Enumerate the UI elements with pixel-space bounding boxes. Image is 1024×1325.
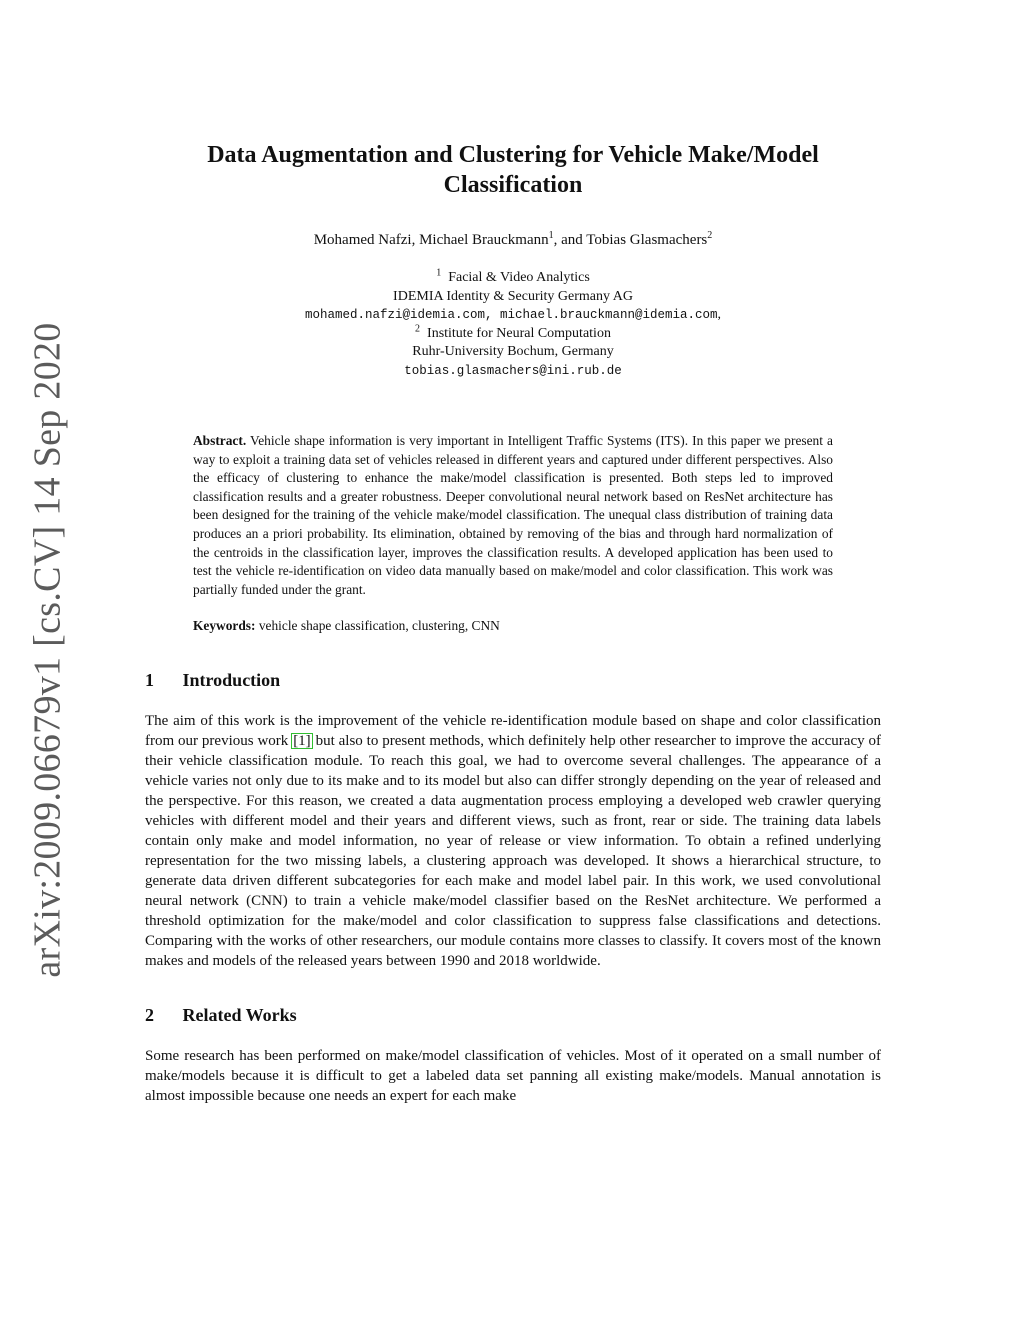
affiliation-1-line-1 — [145, 269, 881, 288]
arxiv-stamp-text: arXiv:2009.06679v1 [cs.CV] 14 Sep 2020 — [27, 322, 70, 978]
arxiv-stamp — [18, 322, 78, 978]
section-heading-introduction — [145, 670, 881, 691]
abstract-text: Vehicle shape information is very important in Intelligent Traffic Systems (ITS). In this paper we present a way to exploit a training data set of vehicles released in different years and captured under different perspectives. Also the efficacy of clustering to enhance the make/model classification is presented. Both steps led to improved classification results and a greater robustness. Deeper convolutional neural network based on ResNet architecture has been designed for the training of the vehicle make/model classification. The unequal class distribution of training data produces an a priori probability. Its elimination, obtained by removing of the bias and through hard normalization of the centroids in the classification layer, improves the classification results. A developed application has been used to test the vehicle re-identification on video data manually based on make/model and color classification. This work was partially funded under the grant. — [193, 433, 833, 597]
introduction-text-after-citation: but also to present methods, which definitely help other researcher to improve the accuracy of their vehicle classification module. To reach this goal, we had to overcome several challenges. The appearance of a vehicle varies not only due to its make and to its model but also can differ strongly depending on the year of released and the perspective. For this reason, we created a data augmentation process employing a developed web crawler querying vehicles with different model and their years and different views, such as front, rear or side. The training data labels contain only make and model information, no year of release or view information. To obtain a refined underlying representation for the two missing labels, a clustering approach was developed. It shows a hierarchical structure, to generate data driven different subcategories for each make and model label pair. In this work, we used convolutional neural network (CNN) to train a vehicle make/model classifier based on the ResNet architecture. We performed a threshold optimization for the make/model and color classification to suppress false classifications and detections. Comparing with the works of other researchers, our module contains more classes to classify. It covers most of the known makes and models of the released years between 1990 and 2018 worldwide. — [145, 732, 882, 969]
affiliations — [145, 269, 881, 380]
section-title: Introduction — [182, 669, 281, 690]
introduction-text-before-citation: The aim of this work is the improvement of the vehicle re-identification module based on shape and color classification from our previous work — [145, 712, 881, 749]
authors-part-1: Mohamed Nafzi, Michael Brauckmann — [313, 232, 549, 248]
affiliation-2-institute: Institute for Neural Computation — [427, 325, 611, 341]
affiliation-1-group: Facial & Video Analytics — [448, 270, 590, 285]
introduction-paragraph — [145, 711, 881, 971]
keywords-label: Keywords: — [193, 618, 256, 634]
affiliation-1-emails-line — [145, 306, 881, 325]
affiliation-1-emails-separator: , — [717, 307, 722, 322]
section-number: 1 — [145, 669, 154, 690]
abstract — [193, 432, 833, 599]
section-title: Related Works — [182, 1004, 297, 1025]
author-list — [145, 232, 881, 249]
section-number: 2 — [145, 1004, 154, 1025]
affiliation-2-email[interactable]: tobias.glasmachers@ini.rub.de — [404, 363, 622, 378]
affiliation-2-email-line — [145, 362, 881, 381]
author-sup-2: 2 — [707, 230, 713, 241]
paper-page — [145, 140, 881, 1121]
authors-part-2: , and Tobias Glasmachers — [553, 232, 708, 248]
keywords-text: vehicle shape classification, clustering, CNN — [258, 618, 500, 634]
affiliation-1-emails[interactable]: mohamed.nafzi@idemia.com, michael.brauckmann@idemia.com — [304, 308, 718, 322]
keywords — [193, 617, 833, 636]
affiliation-2-university: Ruhr-University Bochum, Germany — [412, 344, 614, 359]
section-heading-related-works — [145, 1005, 881, 1026]
affiliation-2-number: 2 — [415, 322, 421, 334]
citation-link[interactable]: [1] — [293, 732, 311, 749]
affiliation-2-line-1 — [145, 322, 881, 344]
affiliation-1-number: 1 — [436, 267, 442, 279]
paper-title: Data Augmentation and Clustering for Vehicle Make/Model Classification — [207, 142, 819, 198]
author-sup-1: 1 — [548, 230, 554, 241]
affiliation-1-company: IDEMIA Identity & Security Germany AG — [393, 288, 633, 304]
abstract-label: Abstract. — [193, 433, 247, 448]
related-works-paragraph: Some research has been performed on make/model classification of vehicles. Most of it operated on a small number of make/models because it is difficult to get a labeled data set panning all existing make/models. Manual annotation is almost impossible because one needs an expert for each make — [145, 1047, 881, 1104]
